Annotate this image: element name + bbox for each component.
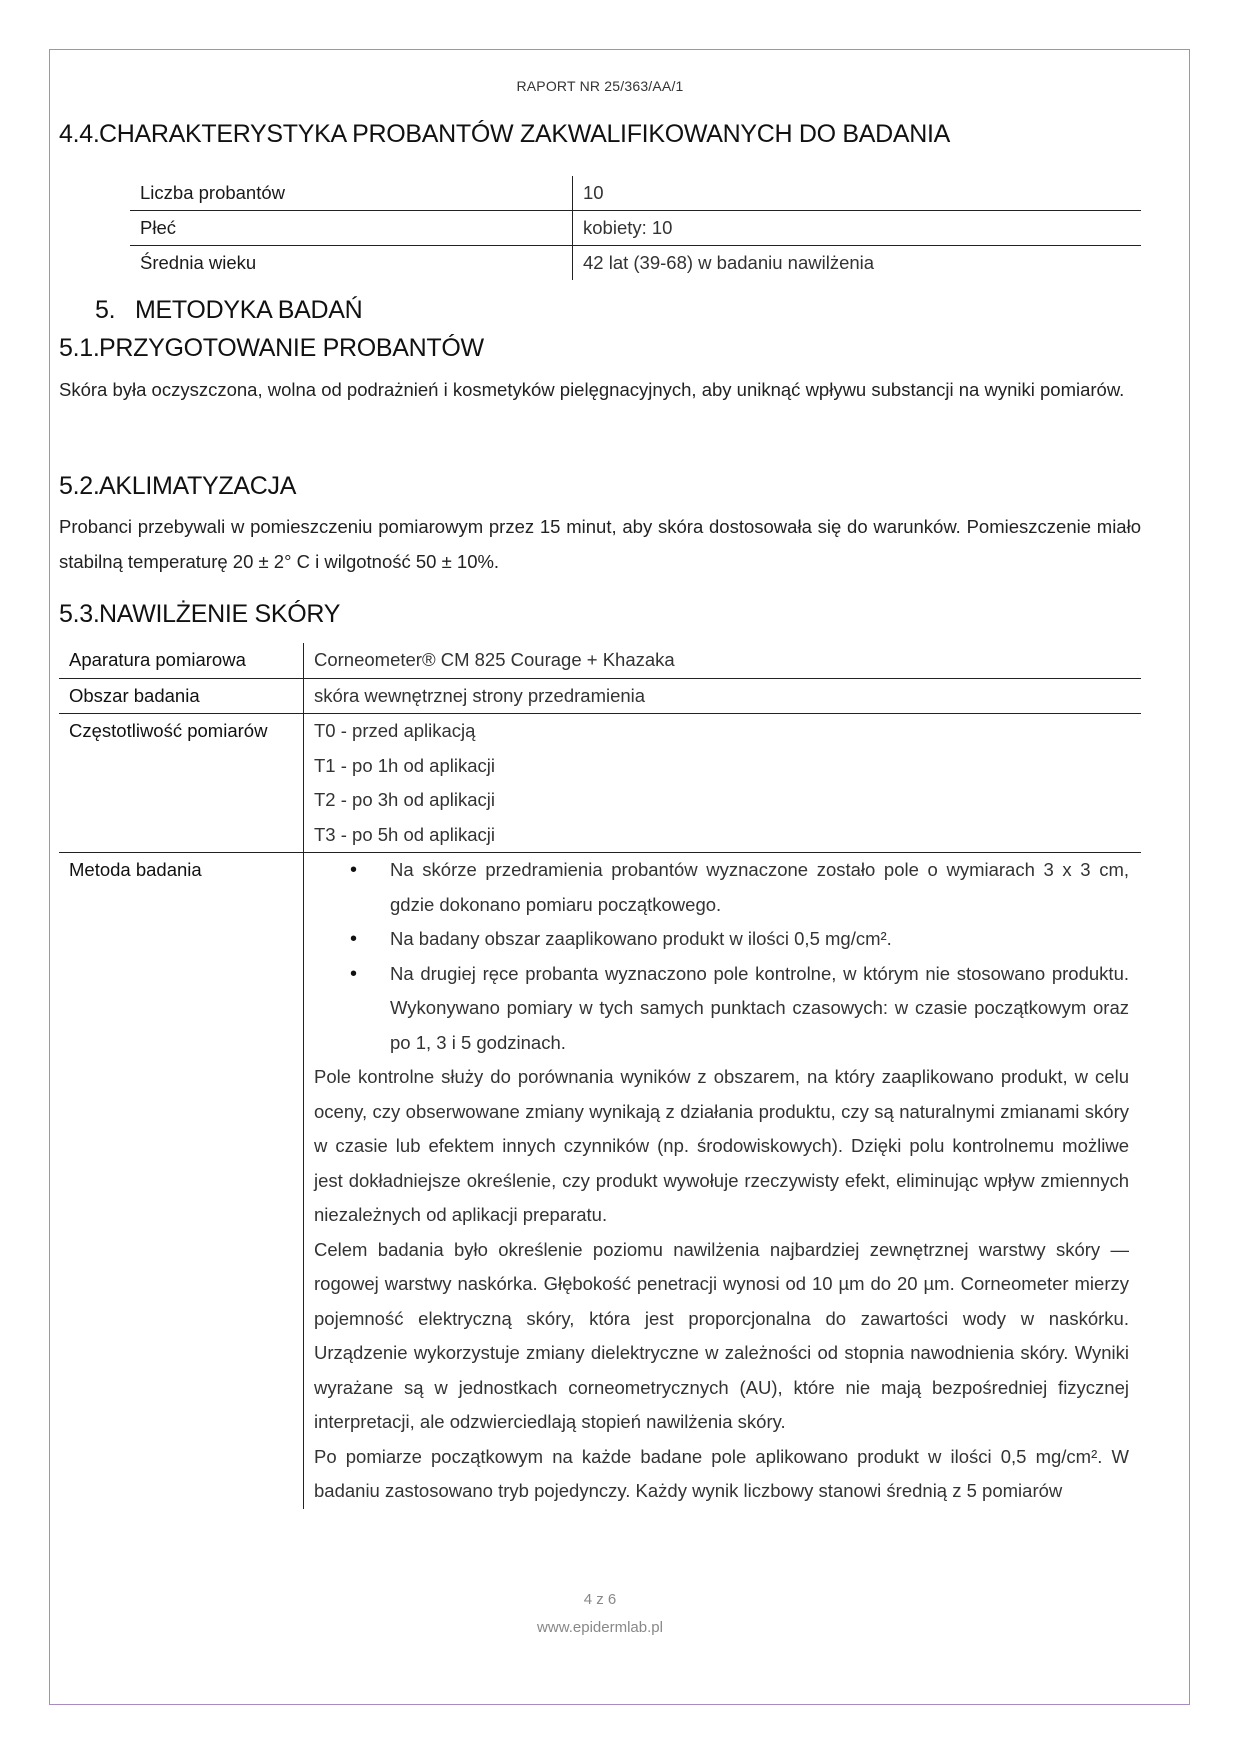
footer-website: www.epidermlab.pl [537,1619,663,1636]
table-row [59,714,1141,853]
method-paragraph: Celem badania było określenie poziomu nawilżenia najbardziej zewnętrznej warstwy skóry — rogowej warstwy naskórka. Głębokość penetracji wynosi od 10 µm do 20 µm. Corneometer mierzy pojemność elektryczną skóry, która jest proporcjonalna do zawartości wody w naskórku. Urządzenie wykorzystuje zmiany dielektryczne w zależności od stopnia nawodnienia skóry. Wyniki wyrażane są w jednostkach corneometrycznych (AU), które nie mają bezpośredniej fizycznej interpretacji, ale odzwierciedlają stopień nawilżenia skóry. [314,1238,1129,1432]
section-number: 5. [95,296,116,324]
method-bullet-list [314,853,1129,1060]
row-label: Liczba probantów [130,176,573,211]
frequency-item: T3 - po 5h od aplikacji [314,823,495,845]
list-item: • Na skórze przedramienia probantów wyznaczone zostało pole o wymiarach 3 x 3 cm, gdzie dokonano pomiaru początkowego. [314,853,1129,922]
report-number: RAPORT NR 25/363/AA/1 [516,78,684,94]
table-row [130,176,1141,211]
section-number: 5.3. [59,600,100,628]
list-item: • Na drugiej ręce probanta wyznaczono pole kontrolne, w którym nie stosowano produktu. Wykonywano pomiary w tych samych punktach czasowych: w czasie początkowym oraz po 1, 3 i 5 godzinach. [314,957,1129,1061]
method-paragraph: Po pomiarze początkowym na każde badane pole aplikowano produkt w ilości 0,5 mg/cm². W badaniu zastosowano tryb pojedynczy. Każdy wynik liczbowy stanowi średnią z 5 pomiarów [314,1445,1129,1501]
frequency-item: T1 - po 1h od aplikacji [314,754,495,776]
section-number: 5.2. [59,472,100,500]
table-row [130,211,1141,246]
section-4-4-heading [59,120,950,149]
table-row [59,678,1141,714]
row-label: Aparatura pomiarowa [59,643,304,678]
row-value [304,853,1142,1509]
row-label: Częstotliwość pomiarów [59,714,304,853]
section-5-1-text: Skóra była oczyszczona, wolna od podrażnień i kosmetyków pielęgnacyjnych, aby uniknąć wpływu substancji na wyniki pomiarów. [59,379,1125,400]
section-5-2-text: Probanci przebywali w pomieszczeniu pomiarowym przez 15 minut, aby skóra dostosowała się do warunków. Pomieszczenie miało stabilną temperaturę 20 ± 2° C i wilgotność 50 ± 10%. [59,516,1141,572]
table-row [59,853,1141,1509]
row-value [304,714,1142,853]
section-number: 5.1. [59,334,100,362]
row-label: Płeć [130,211,573,246]
section-5-heading [95,296,362,325]
section-5-2-heading [59,472,296,501]
page-number: 4 z 6 [583,1591,617,1608]
frequency-item: T2 - po 3h od aplikacji [314,789,495,810]
section-title: PRZYGOTOWANIE PROBANTÓW [99,334,484,362]
row-label: Metoda badania [69,859,202,880]
row-value: 42 lat (39-68) w badaniu nawilżenia [573,246,1142,281]
section-title: NAWILŻENIE SKÓRY [99,600,341,628]
participants-table [130,176,1141,280]
section-5-1-heading [59,334,484,363]
section-5-3-heading [59,600,340,629]
row-value: 10 [573,176,1142,211]
method-paragraph: Pole kontrolne służy do porównania wyników z obszarem, na który zaaplikowano produkt, w celu oceny, czy obserwowane zmiany wynikają z działania produktu, czy są naturalnymi zmianami skóry w czasie lub efektem innych czynników (np. środowiskowych). Dzięki polu kontrolnemu możliwe jest dokładniejsze określenie, czy produkt wywołuje rzeczywisty efekt, eliminując wpływ zmiennych niezależnych od aplikacji preparatu. [314,1066,1129,1225]
frequency-item: T0 - przed aplikacją [314,720,476,741]
section-title: METODYKA BADAŃ [135,296,363,324]
section-title: CHARAKTERYSTYKA PROBANTÓW ZAKWALIFIKOWANYCH DO BADANIA [99,120,951,148]
row-value: Corneometer® CM 825 Courage + Khazaka [304,643,1142,678]
list-item: • Na badany obszar zaaplikowano produkt w ilości 0,5 mg/cm². [314,922,1129,957]
table-row [130,246,1141,281]
section-number: 4.4. [59,120,100,148]
row-value: skóra wewnętrznej strony przedramienia [304,678,1142,714]
methodology-table [59,643,1141,1509]
row-label: Średnia wieku [140,252,257,273]
table-row [59,643,1141,678]
row-label: Obszar badania [59,678,304,714]
section-title: AKLIMATYZACJA [99,472,297,500]
row-value: kobiety: 10 [573,211,1142,246]
